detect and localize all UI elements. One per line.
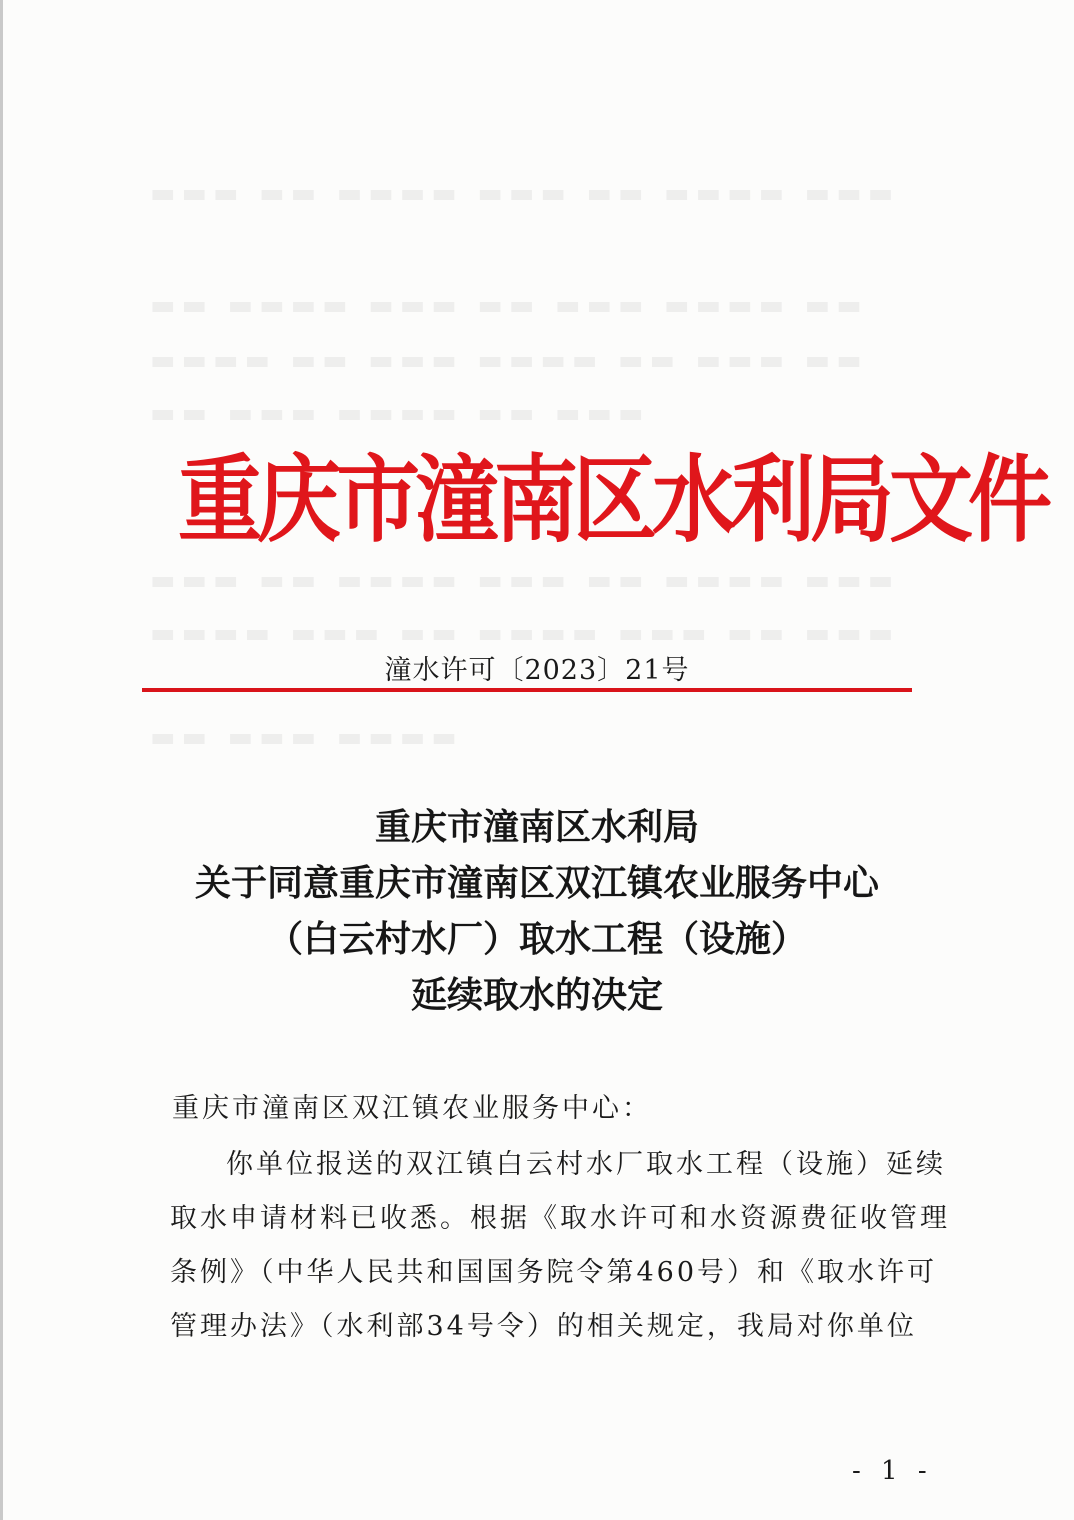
body-line: 你单位报送的双江镇白云村水厂取水工程（设施）延续 [226,1149,946,1180]
bleed-through-texture: ▬▬▬ ▬▬ ▬▬▬▬ ▬▬▬ ▬▬ ▬▬▬▬ ▬▬▬ [150,178,900,209]
bleed-through-texture: ▬▬ ▬▬▬ ▬▬▬▬ ▬▬ ▬▬▬ [150,398,650,429]
document-title [0,800,1074,1024]
body-line: 管理办法》（水利部34号令）的相关规定，我局对你单位 [170,1311,917,1342]
bleed-through-texture: ▬▬▬▬ ▬▬ ▬▬▬ ▬▬▬▬ ▬▬ ▬▬▬ ▬▬ [150,345,868,376]
agency-header: 重庆市潼南区水利局文件 [178,445,1048,555]
red-divider-rule [142,688,912,692]
bleed-through-texture: ▬▬▬ ▬▬ ▬▬▬▬ ▬▬▬ ▬▬ ▬▬▬▬ ▬▬▬ [150,565,900,596]
scan-edge [0,0,3,1520]
document-number: 潼水许可〔2023〕21号 [384,655,690,686]
title-line: 延续取水的决定 [410,975,663,1016]
page-number: - 1 - [852,1456,933,1486]
body-line: 条例》（中华人民共和国国务院令第460号）和《取水许可 [170,1257,938,1288]
body-line: 取水申请材料已收悉。根据《取水许可和水资源费征收管理 [170,1203,950,1234]
body-text [170,1138,950,1354]
title-line: 重庆市潼南区水利局 [374,807,699,848]
title-line: 关于同意重庆市潼南区双江镇农业服务中心 [194,863,879,904]
bleed-through-texture: ▬▬ ▬▬▬▬ ▬▬▬ ▬▬ ▬▬▬ ▬▬▬▬ ▬▬ [150,290,868,321]
bleed-through-texture: ▬▬▬▬ ▬▬▬ ▬▬ ▬▬▬▬ ▬▬▬ ▬▬ ▬▬▬ [150,618,900,649]
title-line: （白云村水厂）取水工程（设施） [266,919,807,960]
bleed-through-texture: ▬▬ ▬▬▬ ▬▬▬▬ [150,722,463,753]
addressee: 重庆市潼南区双江镇农业服务中心： [172,1093,652,1124]
